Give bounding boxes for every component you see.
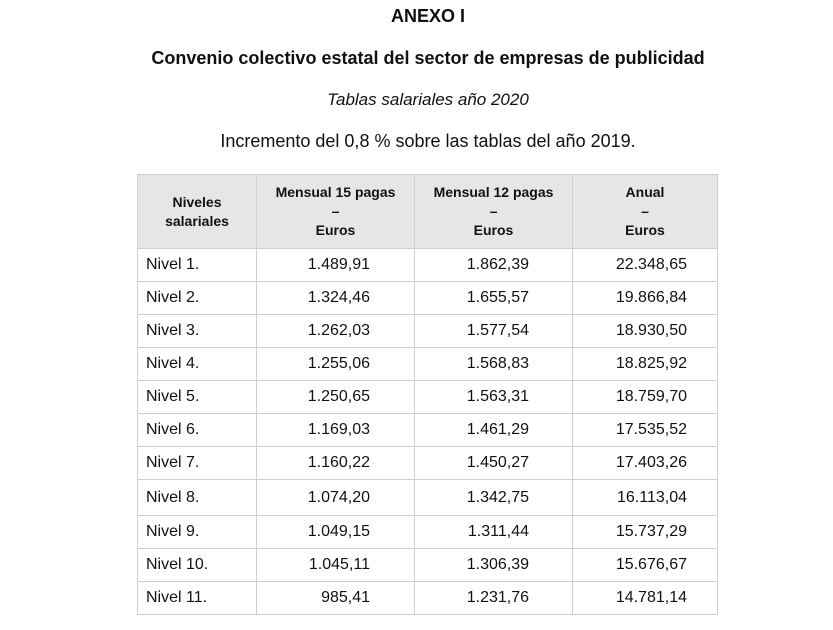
header-line: salariales <box>165 212 229 229</box>
monthly-15-cell: 985,41 <box>257 582 415 615</box>
table-row <box>138 516 718 549</box>
header-monthly-12-payments <box>415 175 573 249</box>
header-line: Mensual 12 pagas <box>433 184 554 200</box>
table-row <box>138 348 718 381</box>
salary-table-header <box>138 175 718 249</box>
level-cell: Nivel 3. <box>138 315 257 348</box>
header-line: Anual <box>625 184 665 200</box>
salary-table-body <box>138 249 718 615</box>
table-row <box>138 282 718 315</box>
monthly-12-cell: 1.306,39 <box>415 549 573 582</box>
monthly-12-cell: 1.655,57 <box>415 282 573 315</box>
monthly-15-cell: 1.250,65 <box>257 381 415 414</box>
annual-cell: 15.737,29 <box>573 516 718 549</box>
annual-cell: 22.348,65 <box>573 249 718 282</box>
table-row <box>138 414 718 447</box>
level-cell: Nivel 11. <box>138 582 257 615</box>
annual-cell: 18.825,92 <box>573 348 718 381</box>
monthly-12-cell: 1.311,44 <box>415 516 573 549</box>
header-line: Niveles <box>172 193 222 210</box>
level-cell: Nivel 10. <box>138 549 257 582</box>
header-line: Euros <box>315 222 356 238</box>
annual-cell: 18.930,50 <box>573 315 718 348</box>
monthly-12-cell: 1.231,76 <box>415 582 573 615</box>
annual-cell: 15.676,67 <box>573 549 718 582</box>
monthly-15-cell: 1.262,03 <box>257 315 415 348</box>
annual-cell: 16.113,04 <box>573 480 718 516</box>
annex-title: ANEXO I <box>390 6 465 26</box>
salary-table <box>137 174 718 615</box>
annual-cell: 18.759,70 <box>573 381 718 414</box>
header-line: Euros <box>473 222 514 238</box>
table-row <box>138 447 718 480</box>
monthly-15-cell: 1.324,46 <box>257 282 415 315</box>
annual-cell: 14.781,14 <box>573 582 718 615</box>
monthly-15-cell: 1.045,11 <box>257 549 415 582</box>
level-cell: Nivel 6. <box>138 414 257 447</box>
monthly-12-cell: 1.862,39 <box>415 249 573 282</box>
header-line: – <box>489 203 498 219</box>
table-row <box>138 549 718 582</box>
level-cell: Nivel 8. <box>138 480 257 516</box>
monthly-15-cell: 1.074,20 <box>257 480 415 516</box>
monthly-15-cell: 1.160,22 <box>257 447 415 480</box>
header-line: – <box>641 203 649 219</box>
table-row <box>138 249 718 282</box>
monthly-12-cell: 1.450,27 <box>415 447 573 480</box>
annual-cell: 19.866,84 <box>573 282 718 315</box>
monthly-12-cell: 1.577,54 <box>415 315 573 348</box>
monthly-12-cell: 1.342,75 <box>415 480 573 516</box>
monthly-15-cell: 1.489,91 <box>257 249 415 282</box>
header-salary-levels <box>138 175 257 249</box>
header-line: – <box>331 203 340 219</box>
level-cell: Nivel 7. <box>138 447 257 480</box>
header-line: Mensual 15 pagas <box>275 184 396 200</box>
header-monthly-15-payments <box>257 175 415 249</box>
monthly-15-cell: 1.255,06 <box>257 348 415 381</box>
monthly-15-cell: 1.169,03 <box>257 414 415 447</box>
tables-subtitle: Tablas salariales año 2020 <box>327 90 529 109</box>
annual-cell: 17.403,26 <box>573 447 718 480</box>
table-row <box>138 582 718 615</box>
level-cell: Nivel 4. <box>138 348 257 381</box>
monthly-12-cell: 1.568,83 <box>415 348 573 381</box>
monthly-15-cell: 1.049,15 <box>257 516 415 549</box>
header-line: Euros <box>625 222 665 238</box>
monthly-12-cell: 1.563,31 <box>415 381 573 414</box>
table-row <box>138 480 718 516</box>
table-row <box>138 381 718 414</box>
header-annual <box>573 175 718 249</box>
table-row <box>138 315 718 348</box>
annual-cell: 17.535,52 <box>573 414 718 447</box>
level-cell: Nivel 2. <box>138 282 257 315</box>
agreement-title: Convenio colectivo estatal del sector de empresas de publicidad <box>151 48 705 68</box>
header-row <box>138 175 718 249</box>
level-cell: Nivel 1. <box>138 249 257 282</box>
monthly-12-cell: 1.461,29 <box>415 414 573 447</box>
level-cell: Nivel 5. <box>138 381 257 414</box>
level-cell: Nivel 9. <box>138 516 257 549</box>
increment-note: Incremento del 0,8 % sobre las tablas del año 2019. <box>220 131 636 151</box>
